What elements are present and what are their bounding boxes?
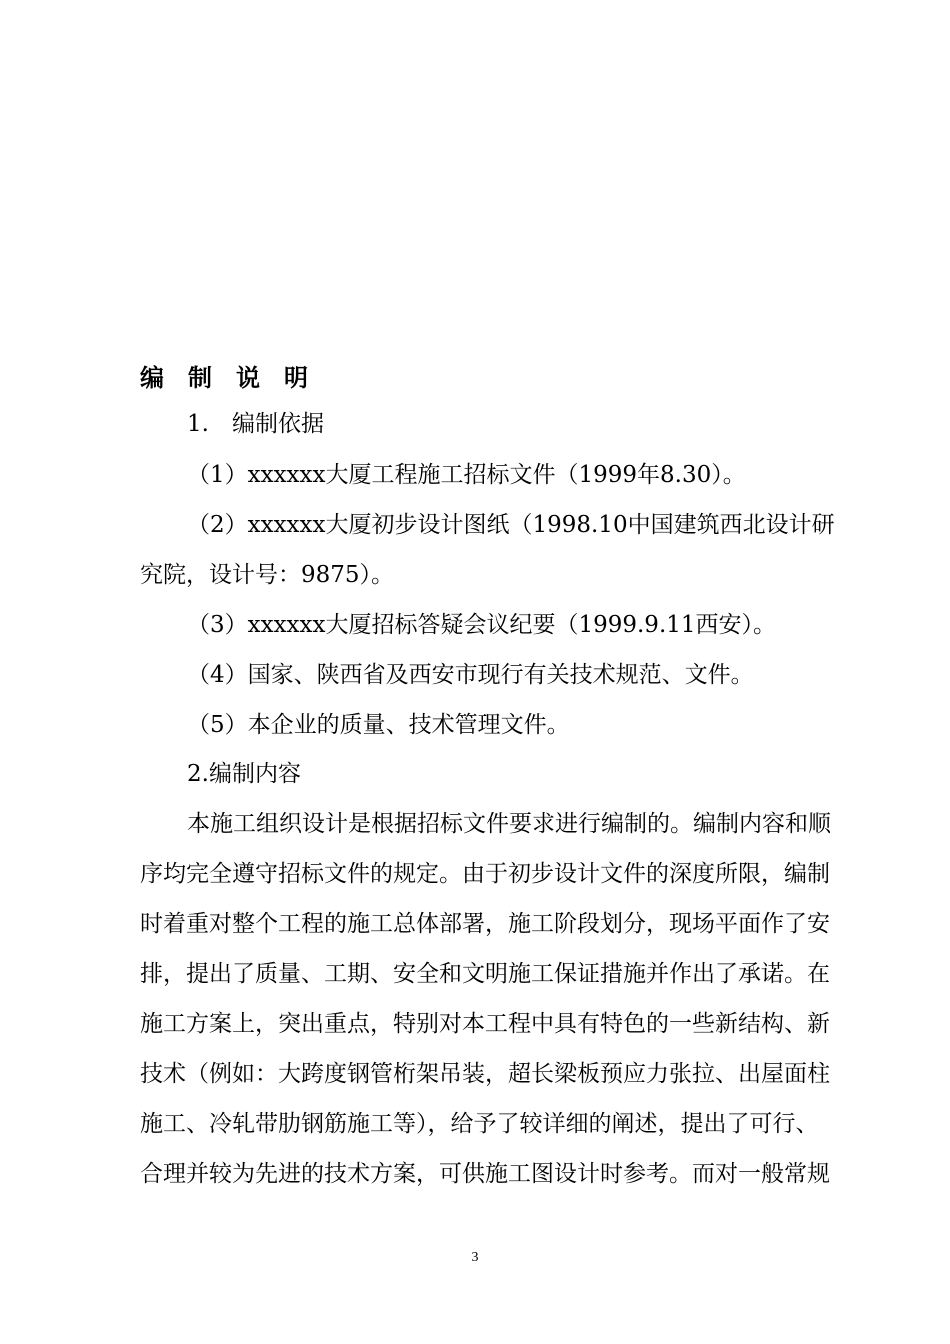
content-paragraph-line-5: 施工方案上，突出重点，特别对本工程中具有特色的一些新结构、新 [140, 1011, 830, 1037]
content-paragraph-line-7: 施工、冷轧带肋钢筋施工等），给予了较详细的阐述，提出了可行、 [140, 1111, 819, 1137]
content-paragraph-line-6: 技术（例如：大跨度钢管桁架吊装，超长梁板预应力张拉、出屋面柱 [140, 1061, 830, 1087]
page-number: 3 [471, 1250, 479, 1265]
content-paragraph-line-2: 序均完全遵守招标文件的规定。由于初步设计文件的深度所限，编制 [140, 861, 830, 887]
section-title-content: 2.编制内容 [187, 761, 301, 787]
section-title-basis: 1. 编制依据 [187, 411, 324, 437]
document-heading: 编制说明 [140, 363, 332, 392]
basis-item-2: （2）xxxxxx大厦初步设计图纸（1998.10中国建筑西北设计研 [187, 512, 835, 538]
content-paragraph-line-8: 合理并较为先进的技术方案，可供施工图设计时参考。而对一般常规 [140, 1161, 830, 1187]
basis-item-1: （1）xxxxxx大厦工程施工招标文件（1999年8.30）。 [187, 462, 746, 488]
basis-item-2-continued: 究院，设计号：9875）。 [140, 562, 395, 588]
basis-item-4: （4）国家、陕西省及西安市现行有关技术规范、文件。 [187, 662, 754, 688]
content-paragraph-line-4: 排，提出了质量、工期、安全和文明施工保证措施并作出了承诺。在 [140, 961, 830, 987]
basis-item-5: （5）本企业的质量、技术管理文件。 [187, 712, 570, 738]
content-paragraph-line-1: 本施工组织设计是根据招标文件要求进行编制的。编制内容和顺 [187, 811, 831, 837]
content-paragraph-line-3: 时着重对整个工程的施工总体部署，施工阶段划分，现场平面作了安 [140, 911, 830, 937]
basis-item-3: （3）xxxxxx大厦招标答疑会议纪要（1999.9.11西安）。 [187, 612, 777, 638]
